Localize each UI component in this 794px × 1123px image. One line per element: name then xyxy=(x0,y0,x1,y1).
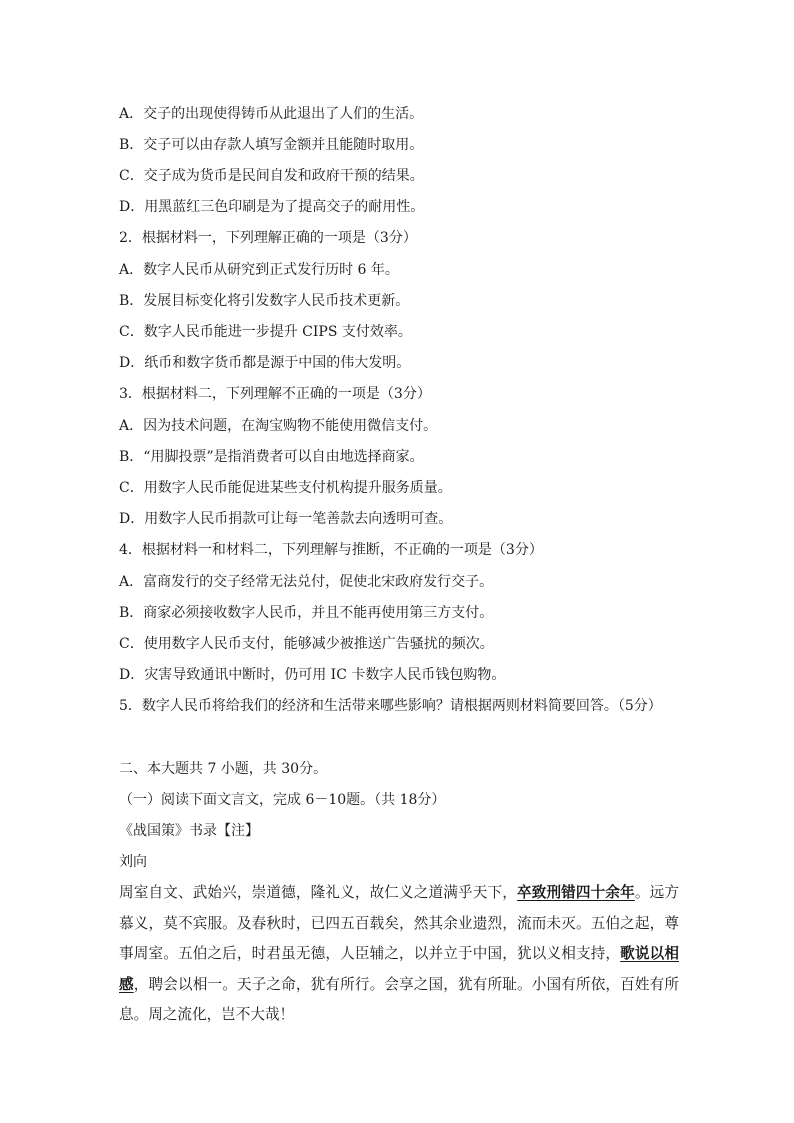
option-d-q3: D．用数字人民币捐款可让每一笔善款去向透明可查。 xyxy=(119,511,453,527)
question-3: 3．根据材料二，下列理解不正确的一项是（3分） xyxy=(119,386,431,402)
option-d-q4: D．灾害导致通讯中断时，仍可用 IC 卡数字人民币钱包购物。 xyxy=(119,667,506,683)
passage-text-3: ，聘会以相一。天子之命，犹有所行。会享之国，犹有所耻。小国有所依，百姓有所息。周之流化，岂不大哉！ xyxy=(119,975,679,1023)
option-b-q4: B．商家必须接收数字人民币，并且不能再使用第三方支付。 xyxy=(119,605,494,621)
option-c-q2: C．数字人民币能进一步提升 CIPS 支付效率。 xyxy=(119,324,412,340)
passage-text-1: 周室自文、武始兴，崇道德，隆礼义，故仁义之道满乎天下， xyxy=(119,884,517,901)
option-a-q3: A．因为技术问题，在淘宝购物不能使用微信支付。 xyxy=(119,418,438,434)
option-a-q1: A．交子的出现使得铸币从此退出了人们的生活。 xyxy=(119,106,424,122)
option-c-q1: C．交子成为货币是民间自发和政府干预的结果。 xyxy=(119,168,424,184)
underlined-phrase-2: 歌说以相感 xyxy=(119,945,679,993)
option-b-q1: B．交子可以由存款人填写金额并且能随时取用。 xyxy=(119,137,424,153)
option-b-q2: B．发展目标变化将引发数字人民币技术更新。 xyxy=(119,293,410,309)
question-2: 2．根据材料一，下列理解正确的一项是（3分） xyxy=(119,230,417,246)
option-d-q1: D．用黑蓝红三色印刷是为了提高交子的耐用性。 xyxy=(119,199,425,215)
passage-title: 《战国策》书录【注】 xyxy=(119,823,259,839)
underlined-phrase-1: 卒致刑错四十余年 xyxy=(516,884,635,901)
reading-instruction: （一）阅读下面文言文，完成 6－10题。（共 18分） xyxy=(119,792,446,808)
option-d-q2: D．纸币和数字货币都是源于中国的伟大发明。 xyxy=(119,355,411,371)
question-4: 4．根据材料一和材料二，下列理解与推断，不正确的一项是（3分） xyxy=(119,542,543,558)
question-5: 5．数字人民币将给我们的经济和生活带来哪些影响？请根据两则材料简要回答。（5分） xyxy=(119,698,662,714)
option-a-q2: A．数字人民币从研究到正式发行历时 6 年。 xyxy=(119,262,399,278)
option-b-q3: B．“用脚投票”是指消费者可以自由地选择商家。 xyxy=(119,449,424,465)
passage-text-2: 。远方慕义，莫不宾服。及春秋时，已四五百载矣，然其余业遗烈，流而未灭。五伯之起，尊事周室。五伯之后，时君虽无德，人臣辅之，以并立于中国，犹以义相支持， xyxy=(119,884,679,962)
option-a-q4: A．富商发行的交子经常无法兑付，促使北宋政府发行交子。 xyxy=(119,574,494,590)
option-c-q4: C．使用数字人民币支付，能够减少被推送广告骚扰的频次。 xyxy=(119,636,494,652)
classical-passage xyxy=(119,878,679,1031)
section-heading: 二、本大题共 7 小题，共 30分。 xyxy=(119,761,328,777)
passage-author: 刘向 xyxy=(119,854,147,870)
option-c-q3: C．用数字人民币能促进某些支付机构提升服务质量。 xyxy=(119,480,452,496)
